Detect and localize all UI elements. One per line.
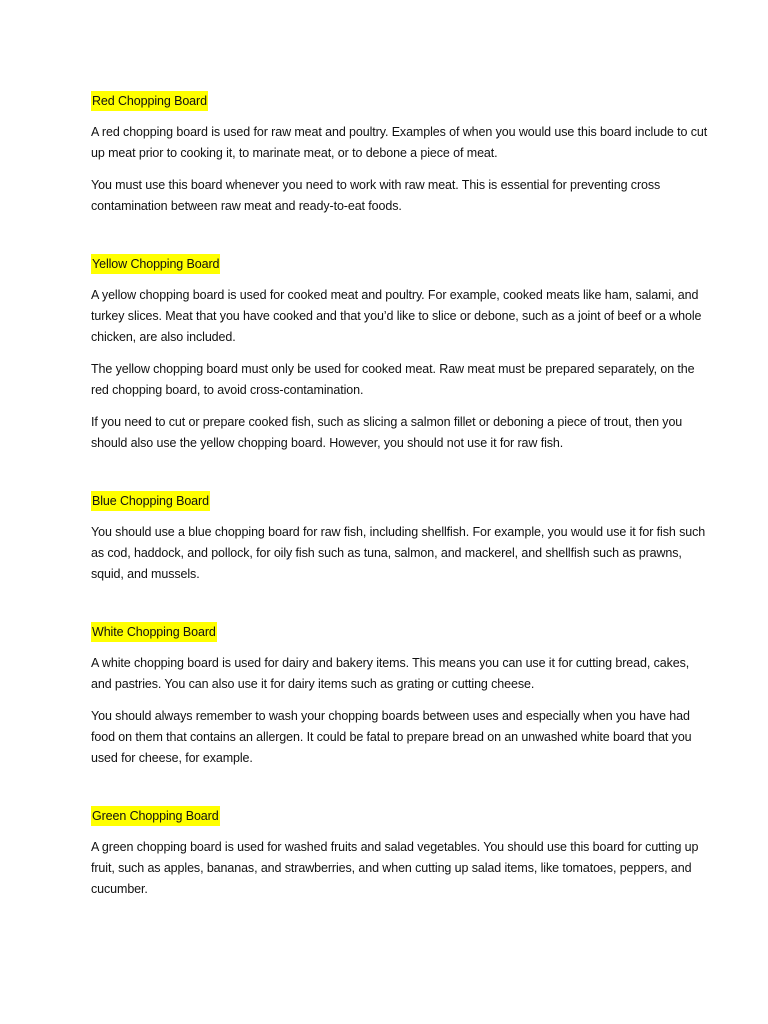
section-paragraph: If you need to cut or prepare cooked fish, such as slicing a salmon fillet or deboning a piece of trout, then you should also use the yellow chopping board. However, you should not use it for raw fish. (91, 415, 683, 450)
section-heading: Green Chopping Board (91, 806, 220, 826)
section-paragraph: A green chopping board is used for washed fruits and salad vegetables. You should use this board for cutting up fruit, such as apples, bananas, and strawberries, and when cutting up salad items, like tomatoes, peppers, and cucumber. (91, 840, 699, 896)
section-heading: Red Chopping Board (91, 91, 208, 111)
section-paragraph: A white chopping board is used for dairy and bakery items. This means you can use it for cutting bread, cakes, and pastries. You can also use it for dairy items such as grating or cutting cheese. (91, 656, 690, 691)
section-paragraph: You should always remember to wash your chopping boards between uses and especially when you have had food on them that contains an allergen. It could be fatal to prepare bread on an unwashed white board that you used for cheese, for example. (91, 709, 692, 765)
section-blue-chopping-board (91, 491, 708, 585)
section-heading: Blue Chopping Board (91, 491, 210, 511)
section-paragraph: A yellow chopping board is used for cooked meat and poultry. For example, cooked meats like ham, salami, and turkey slices. Meat that you have cooked and that you’d like to slice or debone, such as a joint of beef or a whole chicken, are also included. (91, 288, 702, 344)
section-paragraph: A red chopping board is used for raw meat and poultry. Examples of when you would use this board include to cut up meat prior to cooking it, to marinate meat, or to debone a piece of meat. (91, 125, 708, 160)
section-yellow-chopping-board (91, 254, 708, 454)
section-green-chopping-board (91, 806, 708, 900)
section-heading: Yellow Chopping Board (91, 254, 220, 274)
section-paragraph: You should use a blue chopping board for raw fish, including shellfish. For example, you would use it for fish such as cod, haddock, and pollock, for oily fish such as tuna, salmon, and mackerel, and shellfish such as prawns, squid, and mussels. (91, 525, 706, 581)
section-white-chopping-board (91, 622, 708, 769)
section-red-chopping-board (91, 91, 708, 217)
section-paragraph: The yellow chopping board must only be used for cooked meat. Raw meat must be prepared separately, on the red chopping board, to avoid cross-contamination. (91, 362, 695, 397)
section-paragraph: You must use this board whenever you need to work with raw meat. This is essential for preventing cross contamination between raw meat and ready-to-eat foods. (91, 178, 661, 213)
section-heading: White Chopping Board (91, 622, 217, 642)
